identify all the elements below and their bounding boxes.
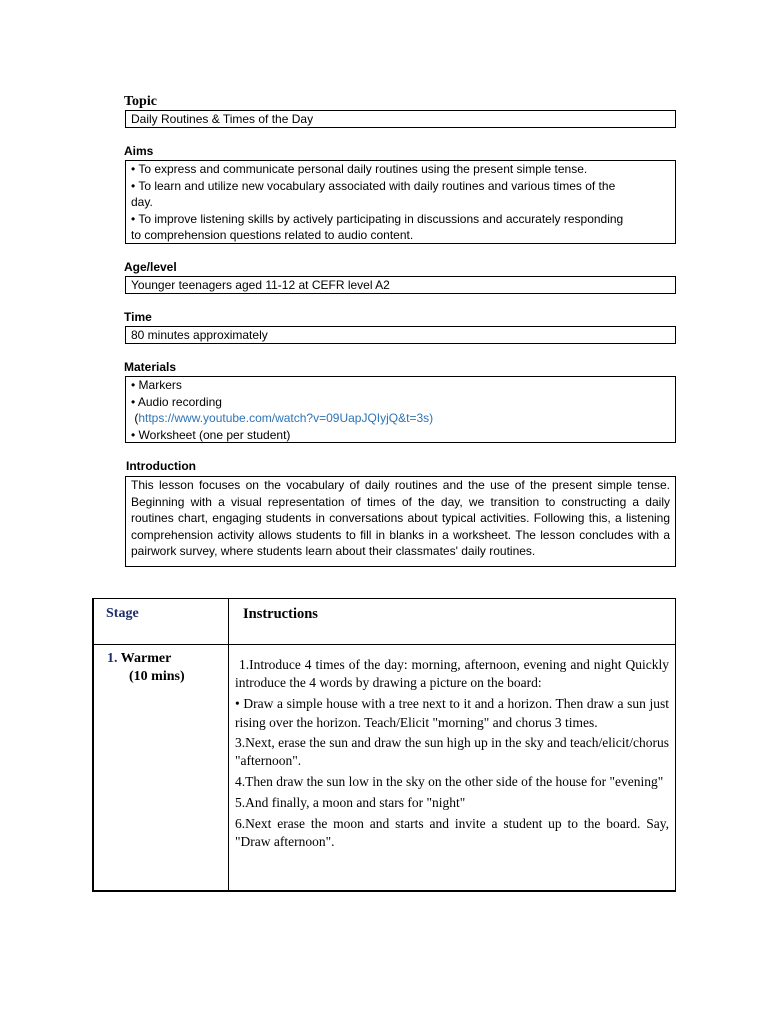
aims-line: to comprehension questions related to audio content. [131,228,414,242]
aims-box [125,160,676,244]
aims-line: • To improve listening skills by actively participating in discussions and accurately responding [131,211,624,226]
instruction-paragraph: 6.Next erase the moon and starts and invite a student up to the board. Say, "Draw afternoon". [235,816,669,849]
header-instructions: Instructions [243,606,318,622]
table-header-divider [92,644,676,645]
stage-row-1 [107,651,171,667]
stage-name: Warmer [120,651,172,666]
instruction-paragraph: 5.And finally, a moon and stars for "night" [235,795,466,810]
age-level-label: Age/level [124,260,177,274]
instruction-paragraph: • Draw a simple house with a tree next to it and a horizon. Then draw a sun just rising over the horizon. Teach/Elicit "morning" and chorus 3 times. [235,696,669,730]
link-close-paren: ) [429,411,434,425]
age-level-value: Younger teenagers aged 11-12 at CEFR level A2 [131,278,390,292]
topic-box [125,110,676,128]
materials-item: • Audio recording [131,394,222,409]
time-value: 80 minutes approximately [131,328,268,342]
materials-link-line [131,410,670,427]
materials-item: • Markers [131,378,182,392]
table-border-bottom [92,890,676,892]
table-column-divider [228,598,229,892]
aims-line: • To express and communicate personal daily routines using the present simple tense. [131,162,588,176]
table-border-right [675,598,676,892]
aims-label: Aims [124,144,154,158]
table-border-top [92,598,676,599]
materials-label: Materials [124,360,177,374]
table-border-left [92,598,94,892]
stage-duration: (10 mins) [129,669,185,684]
time-box [125,326,676,344]
aims-line: • To learn and utilize new vocabulary associated with daily routines and various times of the [131,178,616,193]
introduction-text: This lesson focuses on the vocabulary of daily routines and the use of the present simple tense. Beginning with a visual representation of times of the day, we transition to constructing a daily routines chart, engaging students in conversations about typical activities. Following this, a listening comprehension activity allows students to fill in blanks in a worksheet. The lesson concludes with a pairwork survey, where students learn about their classmates' daily routines. [131,478,670,558]
instruction-paragraph: 4.Then draw the sun low in the sky on the other side of the house for "evening" [235,774,664,789]
instruction-paragraph: 3.Next, erase the sun and draw the sun high up in the sky and teach/elicit/chorus "afternoon". [235,735,669,768]
topic-value: Daily Routines & Times of the Day [131,112,314,126]
instruction-paragraph: 1.Introduce 4 times of the day: morning, afternoon, evening and night Quickly introduce the 4 words by drawing a picture on the board: [235,657,669,690]
materials-box [125,376,676,443]
topic-label: Topic [124,94,157,109]
introduction-label: Introduction [126,459,196,473]
time-label: Time [124,310,152,324]
link-open-paren: ( [134,411,139,425]
instructions-cell [235,656,669,851]
age-level-box [125,276,676,294]
aims-line: day. [131,195,153,209]
stage-number: 1. [107,651,118,666]
introduction-box [125,476,676,567]
materials-item: • Worksheet (one per student) [131,427,291,442]
audio-recording-link[interactable]: https://www.youtube.com/watch?v=09UapJQIyjQ&t=3s [138,411,430,425]
header-stage: Stage [106,606,139,621]
